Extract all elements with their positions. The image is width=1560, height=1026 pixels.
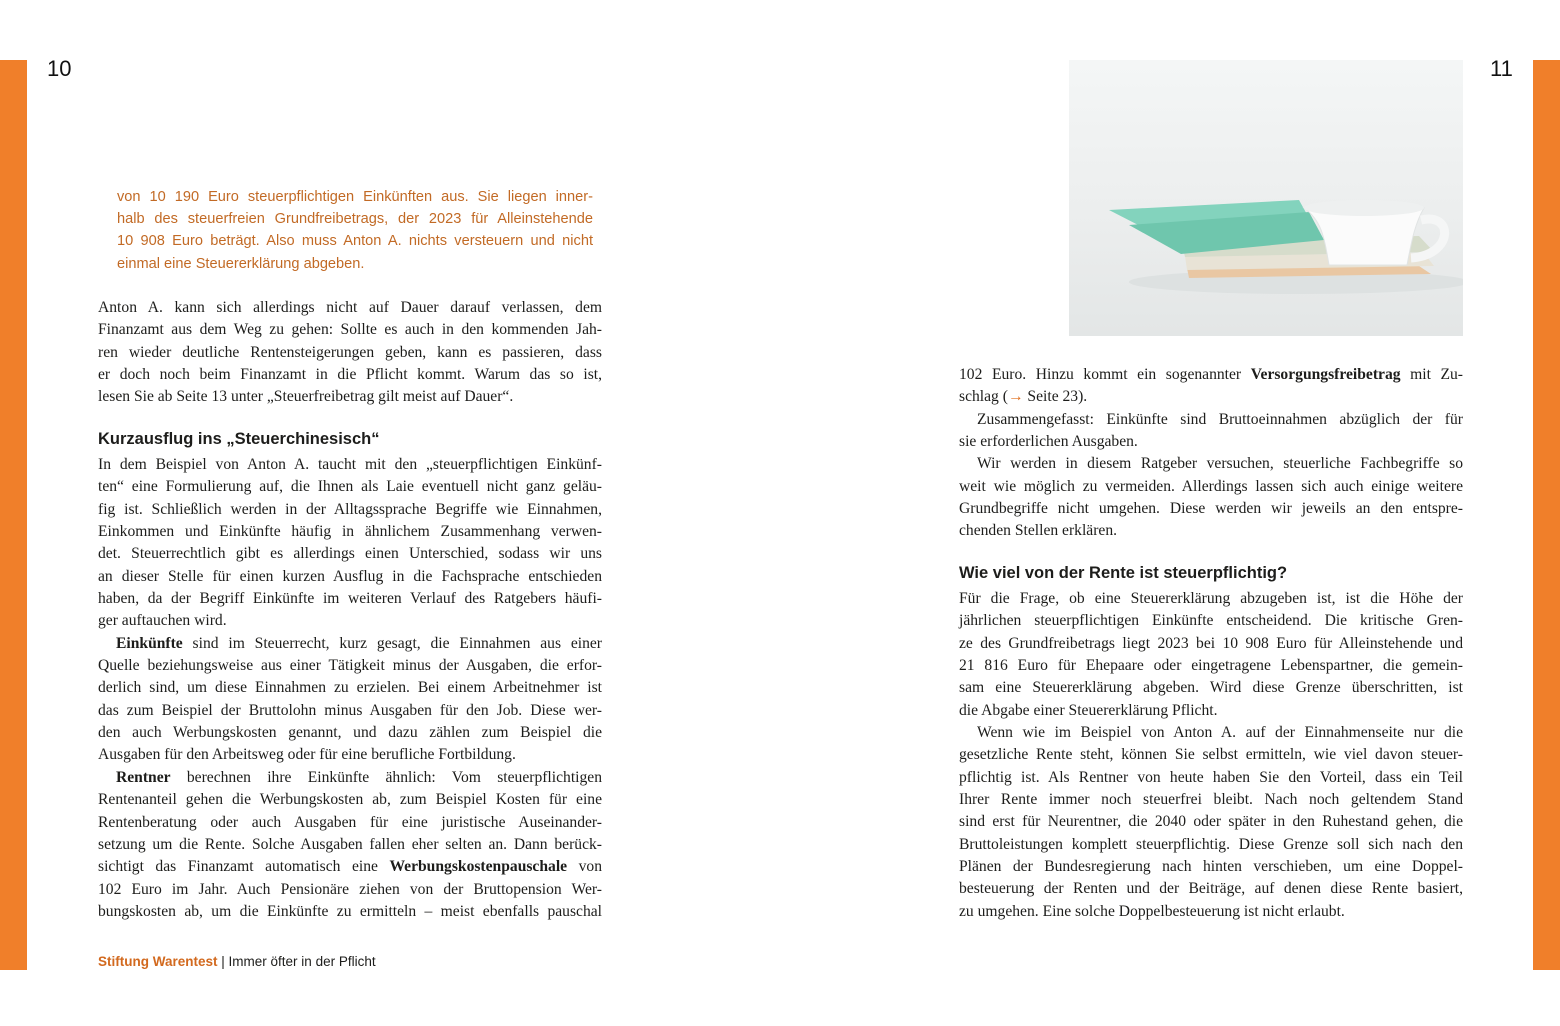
text-line: sind erst für Neurentner, die 2040 oder später in den Ruhestand gehen, die <box>959 813 1463 831</box>
text-line: det. Steuerrechtlich gibt es allerdings einen Unterschied, sodass wir uns <box>98 545 602 563</box>
text-line: fig ist. Schließlich werden in der Alltagssprache Begriffe wie Einnahmen, <box>98 500 602 518</box>
text-line: chenden Stellen erklären. <box>959 522 1118 540</box>
text-line: Plänen der Bundesregierung nach hinten verschieben, um eine Doppel- <box>959 858 1463 876</box>
text-line: gesetzliche Rente steht, können Sie selbst ermitteln, wie viel davon steuer- <box>959 746 1463 764</box>
text-line: Bruttoleistungen komplett steuerpflichtig. Diese Grenze soll sich nach den <box>959 835 1463 853</box>
right-body-intro <box>959 364 1463 543</box>
page-number-right: 11 <box>1490 56 1513 81</box>
arrow-right-icon[interactable]: → <box>1007 388 1024 406</box>
text-line: sichtigt das Finanzamt automatisch eine Werbungskostenpauschale von <box>98 858 602 876</box>
right-section-heading: Wie viel von der Rente ist steuerpflichtig? <box>959 564 1288 582</box>
text-line: das zum Beispiel der Bruttolohn minus Ausgaben für den Job. Diese wer- <box>98 701 602 719</box>
left-body-section <box>98 454 602 923</box>
text-line: 102 Euro. Hinzu kommt ein sogenannter Versorgungsfreibetrag mit Zu- <box>959 366 1463 383</box>
text-line: Anton A. kann sich allerdings nicht auf Dauer darauf verlassen, dem <box>98 299 602 316</box>
text-line: die Abgabe einer Steuererklärung Pflicht. <box>959 701 1218 719</box>
left-section-heading: Kurzausflug ins „Steuerchinesisch“ <box>98 430 380 448</box>
text-line: weit wie möglich zu vermeiden. Allerdings lassen sich auch einige weitere <box>959 477 1463 495</box>
photo-papers-and-cup <box>1069 60 1463 336</box>
bold-term: Versorgungsfreibetrag <box>1250 366 1401 383</box>
text-line: Einkünfte sind im Steuerrecht, kurz gesagt, die Einnahmen aus einer <box>116 634 602 652</box>
left-page-accent-bar <box>0 60 27 970</box>
text-line: sam eine Steuererklärung abgeben. Wird diese Grenze überschritten, ist <box>959 679 1463 697</box>
text-line: In dem Beispiel von Anton A. taucht mit den „steuerpflichtigen Einkünf- <box>98 456 602 473</box>
text-line: Rentner berechnen ihre Einkünfte ähnlich: Vom steuerpflichtigen <box>116 768 602 786</box>
text-line: Rentenanteil gehen die Werbungskosten ab, zum Beispiel Kosten für eine <box>98 791 602 809</box>
footer-chapter: Immer öfter in der Pflicht <box>228 954 376 969</box>
left-body-intro <box>98 297 602 409</box>
text-line: ten“ eine Formulierung auf, die Ihnen als Laie eventuell nicht ganz geläu- <box>98 478 602 496</box>
bold-term: Einkünfte <box>116 634 183 652</box>
text-line: derlich sind, um diese Einnahmen zu erzielen. Bei einem Arbeitnehmer ist <box>98 679 602 697</box>
text-line: jährlichen steuerpflichtigen Einkünfte entscheidend. Die kritische Gren- <box>959 612 1463 630</box>
box-line: von 10 190 Euro steuerpflichtigen Einkünften aus. Sie liegen inner- <box>117 189 593 205</box>
text-line: zu umgehen. Eine solche Doppelbesteuerung ist nicht erlaubt. <box>959 902 1345 920</box>
right-page-accent-bar <box>1533 60 1560 970</box>
text-line: bungskosten ab, um die Einkünfte zu ermitteln – meist ebenfalls pauschal <box>98 902 602 920</box>
page-number-left: 10 <box>47 56 72 81</box>
running-footer <box>98 954 376 969</box>
footer-separator: | <box>221 954 225 969</box>
text-line: schlag (→ Seite 23). <box>959 388 1088 406</box>
text-line: Wenn wie im Beispiel von Anton A. auf der Einnahmenseite nur die <box>977 724 1463 742</box>
text-line: besteuerung der Renten und der Beiträge, auf denen diese Rente basiert, <box>959 880 1463 898</box>
text-line: er doch noch beim Finanzamt in die Pflicht kommt. Warum das so ist, <box>98 366 602 384</box>
text-line: Quelle beziehungsweise aus einer Tätigkeit minus der Ausgaben, die erfor- <box>98 657 602 675</box>
box-line: 10 908 Euro beträgt. Also muss Anton A. nichts versteuern und nicht <box>117 233 593 250</box>
text-line: ren wieder deutliche Rentensteigerungen geben, kann es passieren, dass <box>98 343 602 361</box>
footer-brand: Stiftung Warentest <box>98 954 218 969</box>
box-line: einmal eine Steuererklärung abgeben. <box>117 255 365 272</box>
text-line: Zusammengefasst: Einkünfte sind Bruttoeinnahmen abzüglich der für <box>977 410 1463 428</box>
text-line: sie erforderlichen Ausgaben. <box>959 433 1138 451</box>
text-line: Grundbegriffe nicht umgehen. Diese werden wir jeweils an den entspre- <box>959 500 1463 518</box>
right-body-section <box>959 588 1463 923</box>
text-line: pflichtig ist. Als Rentner von heute haben Sie den Vorteil, dass ein Teil <box>959 768 1463 786</box>
text-line: Einkommen und Einkünfte häufig in ähnlichem Zusammenhang verwen- <box>98 523 602 541</box>
text-line: Ihrer Rente immer noch steuerfrei bleibt. Nach noch geltendem Stand <box>959 791 1463 809</box>
text-line: 21 816 Euro für Ehepaare oder eingetragene Lebenspartner, die gemein- <box>959 657 1463 675</box>
text-line: lesen Sie ab Seite 13 unter „Steuerfreibetrag gilt meist auf Dauer“. <box>98 388 514 406</box>
text-line: Für die Frage, ob eine Steuererklärung abzugeben ist, ist die Höhe der <box>959 590 1463 607</box>
text-line: haben, da der Begriff Einkünfte im weiteren Verlauf des Ratgebers häufi- <box>98 590 602 608</box>
text-line: ger auftauchen wird. <box>98 612 227 630</box>
text-line: Ausgaben für den Arbeitsweg oder für eine berufliche Fortbildung. <box>98 746 516 764</box>
text-line: Finanzamt aus dem Weg zu gehen: Sollte es auch in den kommenden Jah- <box>98 321 602 339</box>
text-line: ze des Grundfreibetrags liegt 2023 bei 10 908 Euro für Alleinstehende und <box>959 634 1463 652</box>
text-line: 102 Euro im Jahr. Auch Pensionäre ziehen von der Bruttopension Wer- <box>98 880 602 898</box>
bold-term: Rentner <box>116 768 171 786</box>
box-line: halb des steuerfreien Grundfreibetrags, der 2023 für Alleinstehende <box>117 211 593 228</box>
text-line: an dieser Stelle für einen kurzen Ausflug in die Fachsprache entschieden <box>98 567 602 585</box>
example-box-text <box>117 186 593 275</box>
bold-term: Werbungskostenpauschale <box>389 858 568 876</box>
text-line: Rentenberatung oder auch Ausgaben für eine juristische Auseinander- <box>98 813 602 831</box>
text-line: den auch Werbungskosten genannt, und dazu zählen zum Beispiel die <box>98 724 602 742</box>
text-line: Wir werden in diesem Ratgeber versuchen, steuerliche Fachbegriffe so <box>977 455 1463 473</box>
text-line: setzung um die Rente. Solche Ausgaben fallen eher selten an. Dann berück- <box>98 835 602 853</box>
